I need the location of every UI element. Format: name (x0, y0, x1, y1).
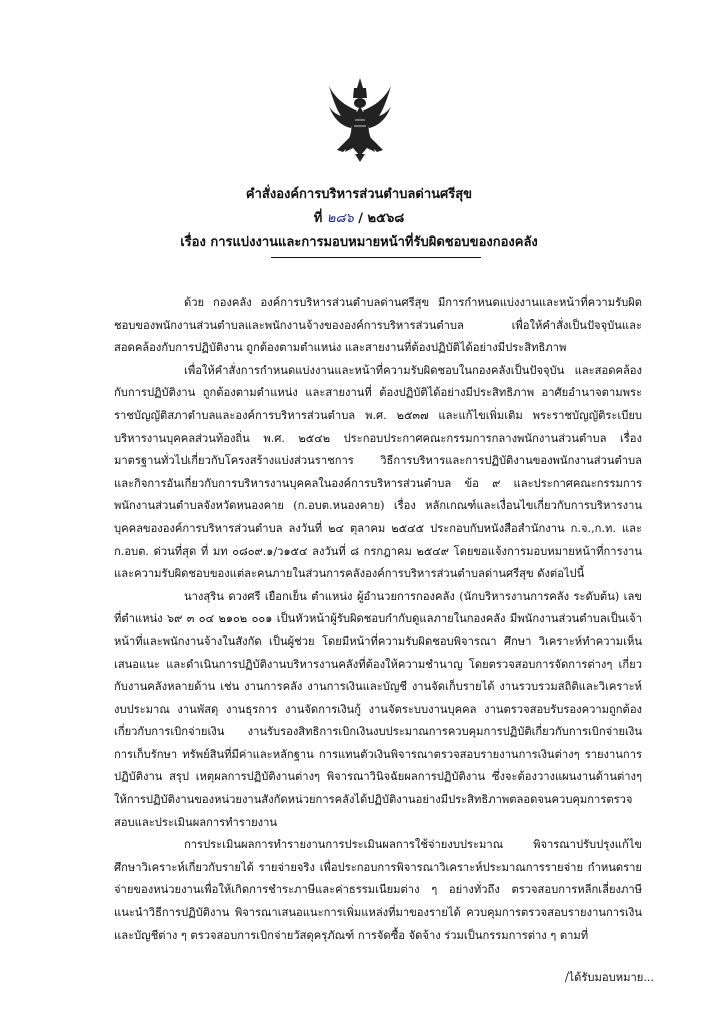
garuda-emblem-icon (327, 76, 393, 162)
order-title: คำสั่งองค์การบริหารส่วนตำบลด่านศรีสุข (245, 187, 473, 202)
header-divider (271, 257, 481, 258)
order-number-prefix: ที่ (313, 211, 323, 226)
order-subject (0, 234, 718, 252)
paragraph-intro: ด้วย กองคลัง องค์การบริหารส่วนตำบลด่านศรีสุข มีการกำหนดแบ่งงานและหน้าที่ความรับผิดชอบของพนักงานส่วนตำบลและพนักงานจ้างขององค์การบริหารส่วนตำบล เพื่อให้คำสั่งเป็นปัจจุบันและสอดคล้องกับการปฏิบัติงาน ถูกต้องตามตำแหน่ง และสายงานที่ต้องปฏิบัติได้อย่างมีประสิทธิภาพ (114, 296, 642, 355)
document-body (114, 292, 642, 947)
order-number-suffix: / ๒๕๖๘ (358, 211, 405, 226)
order-number (0, 210, 718, 228)
subject-text: การแบ่งงานและการมอบหมายหน้าที่รับผิดชอบของกองคลัง (210, 235, 538, 250)
paragraph-director-duties: นางสุริน ดวงศรี เยือกเย็น ตำแหน่ง ผู้อำนวยการกองคลัง (นักบริหารงานการคลัง ระดับต้น) เลขที่ตำแหน่ง ๖๙ ๓ ๐๔ ๒๑๐๒ ๐๐๑ เป็นหัวหน้าผู้รับผิดชอบกำกับดูแลภายในกองคลัง มีพนักงานส่วนตำบลเป็นเจ้าหน้าที่และพนักงานจ้างในสังกัด เป็นผู้ช่วย โดยมีหน้าที่ความรับผิดชอบพิจารณา ศึกษา วิเคราะห์ทำความเห็นเสนอแนะ และดำเนินการปฏิบัติงานบริหารงานคลังที่ต้องให้ความชำนาญ โดยตรวจสอบการจัดการต่างๆ เกี่ยวกับงานคลังหลายด้าน เช่น งานการคลัง งานการเงินและบัญชี งานจัดเก็บรายได้ งานรวบรวมสถิติและวิเคราะห์งบประมาณ งานพัสดุ งานธุรการ งานจัดการเงินกู้ งานจัดระบบงานบุคคล งานตรวจสอบรับรองความถูกต้องเกี่ยวกับการเบิกจ่ายเงิน งานรับรองสิทธิการเบิกเงินงบประมาณการควบคุมการปฏิบัติเกี่ยวกับการเบิกจ่ายเงิน การเก็บรักษา ทรัพย์สินที่มีค่าและหลักฐาน การแทนตัวเงินพิจารณาตรวจสอบรายงานการเงินต่างๆ รายงานการปฏิบัติงาน สรุป เหตุผลการปฏิบัติงานต่างๆ พิจารณาวินิจฉัยผลการปฏิบัติงาน ซึ่งจะต้องวางแผนงานด้านต่างๆ ให้การปฏิบัติงานของหน่วยงานสังกัดหน่วยการคลังได้ปฏิบัติงานอย่างมีประสิทธิภาพตลอดจนควบคุมการตรวจสอบและประเมินผลการทำรายงาน (114, 589, 642, 829)
paragraph-authority: เพื่อให้คำสั่งการกำหนดแบ่งงานและหน้าที่ความรับผิดชอบในกองคลังเป็นปัจจุบัน และสอดคล้องกับการปฏิบัติงาน ถูกต้องตามตำแหน่ง และสายงานที่ ต้องปฏิบัติได้อย่างมีประสิทธิภาพ อาศัยอำนาจตามพระราชบัญญัติสภาตำบลและองค์การบริหารส่วนตำบล พ.ศ. ๒๕๓๗ และแก้ไขเพิ่มเติม พระราชบัญญัติระเบียบบริหารงานบุคคลส่วนท้องถิ่น พ.ศ. ๒๕๔๒ ประกอบประกาศคณะกรรมการกลางพนักงานส่วนตำบล เรื่อง มาตรฐานทั่วไปเกี่ยวกับโครงสร้างแบ่งส่วนราชการ วิธีการบริหารและการปฏิบัติงานของพนักงานส่วนตำบล และกิจการอันเกี่ยวกับการบริหารงานบุคคลในองค์การบริหารส่วนตำบล ข้อ ๙ และประกาศคณะกรรมการพนักงานส่วนตำบลจังหวัดหนองคาย (ก.อบต.หนองคาย) เรื่อง หลักเกณฑ์และเงื่อนไขเกี่ยวกับการบริหารงานบุคคลขององค์การบริหารส่วนตำบล ลงวันที่ ๒๔ ตุลาคม ๒๕๔๕ ประกอบกับหนังสือสำนักงาน ก.จ.,ก.ท. และ ก.อบต. ด่วนที่สุด ที่ มท ๐๘๐๙.๑/ว๑๕๔ ลงวันที่ ๘ กรกฎาคม ๒๕๔๙ โดยขอแจ้งการมอบหมายหน้าที่การงานและความรับผิดชอบของแต่ละคนภายในส่วนการคลังองค์การบริหารส่วนตำบลด่านศรีสุข ดังต่อไปนี้ (114, 363, 642, 581)
subject-label: เรื่อง (180, 235, 206, 250)
order-number-handwritten: ๒๘๖ (326, 211, 354, 226)
continuation-note: /ได้รับมอบหมาย... (564, 971, 654, 984)
paragraph-evaluation: การประเมินผลการทำรายงานการประเมินผลการใช้จ่ายงบประมาณ พิจารณาปรับปรุงแก้ไข ศึกษาวิเคราะห์เกี่ยวกับรายได้ รายจ่ายจริง เพื่อประกอบการพิจารณาวิเคราะห์ประมาณการรายจ่าย กำหนดรายจ่ายของหน่วยงานเพื่อให้เกิดการชำระภาษีและค่าธรรมเนียมต่าง ๆ อย่างทั่วถึง ตรวจสอบการหลีกเลี่ยงภาษีแนะนำวิธีการปฏิบัติงาน พิจารณาเสนอแนะการเพิ่มแหล่งที่มาของรายได้ ควบคุมการตรวจสอบรายงานการเงินและบัญชีต่าง ๆ ตรวจสอบการเบิกจ่ายวัสดุครุภัณฑ์ การจัดซื้อ จัดจ้าง ร่วมเป็นกรรมการต่าง ๆ ตามที่ (114, 838, 642, 942)
